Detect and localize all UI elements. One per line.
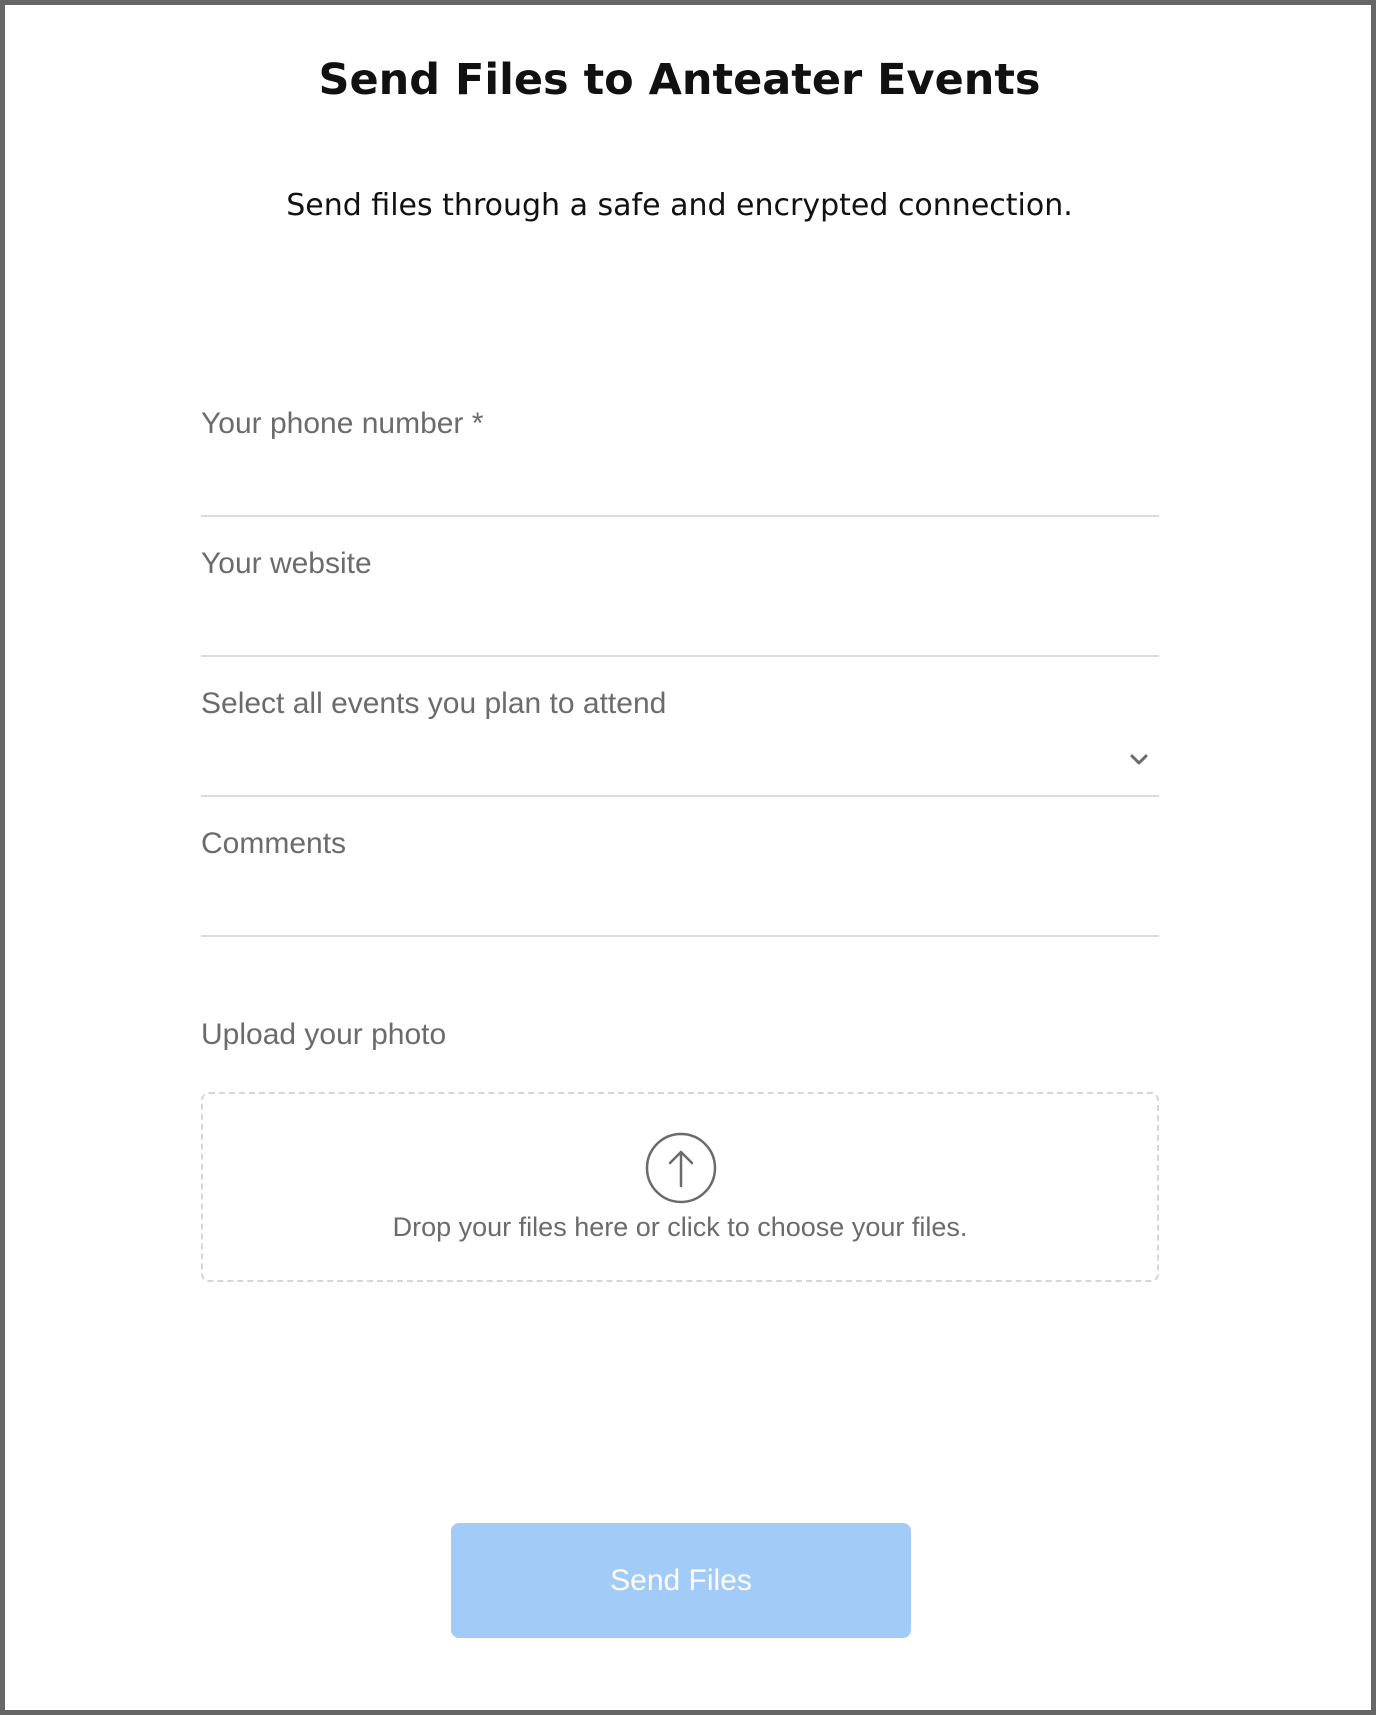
phone-label: Your phone number * xyxy=(201,407,484,440)
page-subtitle: Send files through a safe and encrypted connection. xyxy=(286,188,1073,223)
phone-field xyxy=(201,407,1159,547)
events-underline xyxy=(201,795,1159,797)
comments-input[interactable] xyxy=(201,877,1159,923)
comments-underline xyxy=(201,935,1159,937)
website-field xyxy=(201,547,1159,687)
website-underline xyxy=(201,655,1159,657)
dropzone-text: Drop your files here or click to choose your files. xyxy=(392,1212,968,1242)
phone-underline xyxy=(201,515,1159,517)
send-files-button[interactable]: Send Files xyxy=(451,1523,911,1638)
chevron-down-icon[interactable] xyxy=(1127,747,1151,771)
website-input[interactable] xyxy=(201,597,1159,643)
website-label: Your website xyxy=(201,547,372,580)
events-select[interactable] xyxy=(201,737,1159,783)
comments-label: Comments xyxy=(201,827,347,860)
events-select-field[interactable] xyxy=(201,687,1159,827)
file-dropzone[interactable] xyxy=(201,1092,1159,1282)
upload-label: Upload your photo xyxy=(201,1018,447,1051)
comments-field xyxy=(201,827,1159,967)
upload-arrow-icon[interactable] xyxy=(645,1132,717,1204)
phone-input[interactable] xyxy=(201,457,1159,503)
events-label: Select all events you plan to attend xyxy=(201,687,667,720)
page-title: Send Files to Anteater Events xyxy=(318,55,1041,105)
